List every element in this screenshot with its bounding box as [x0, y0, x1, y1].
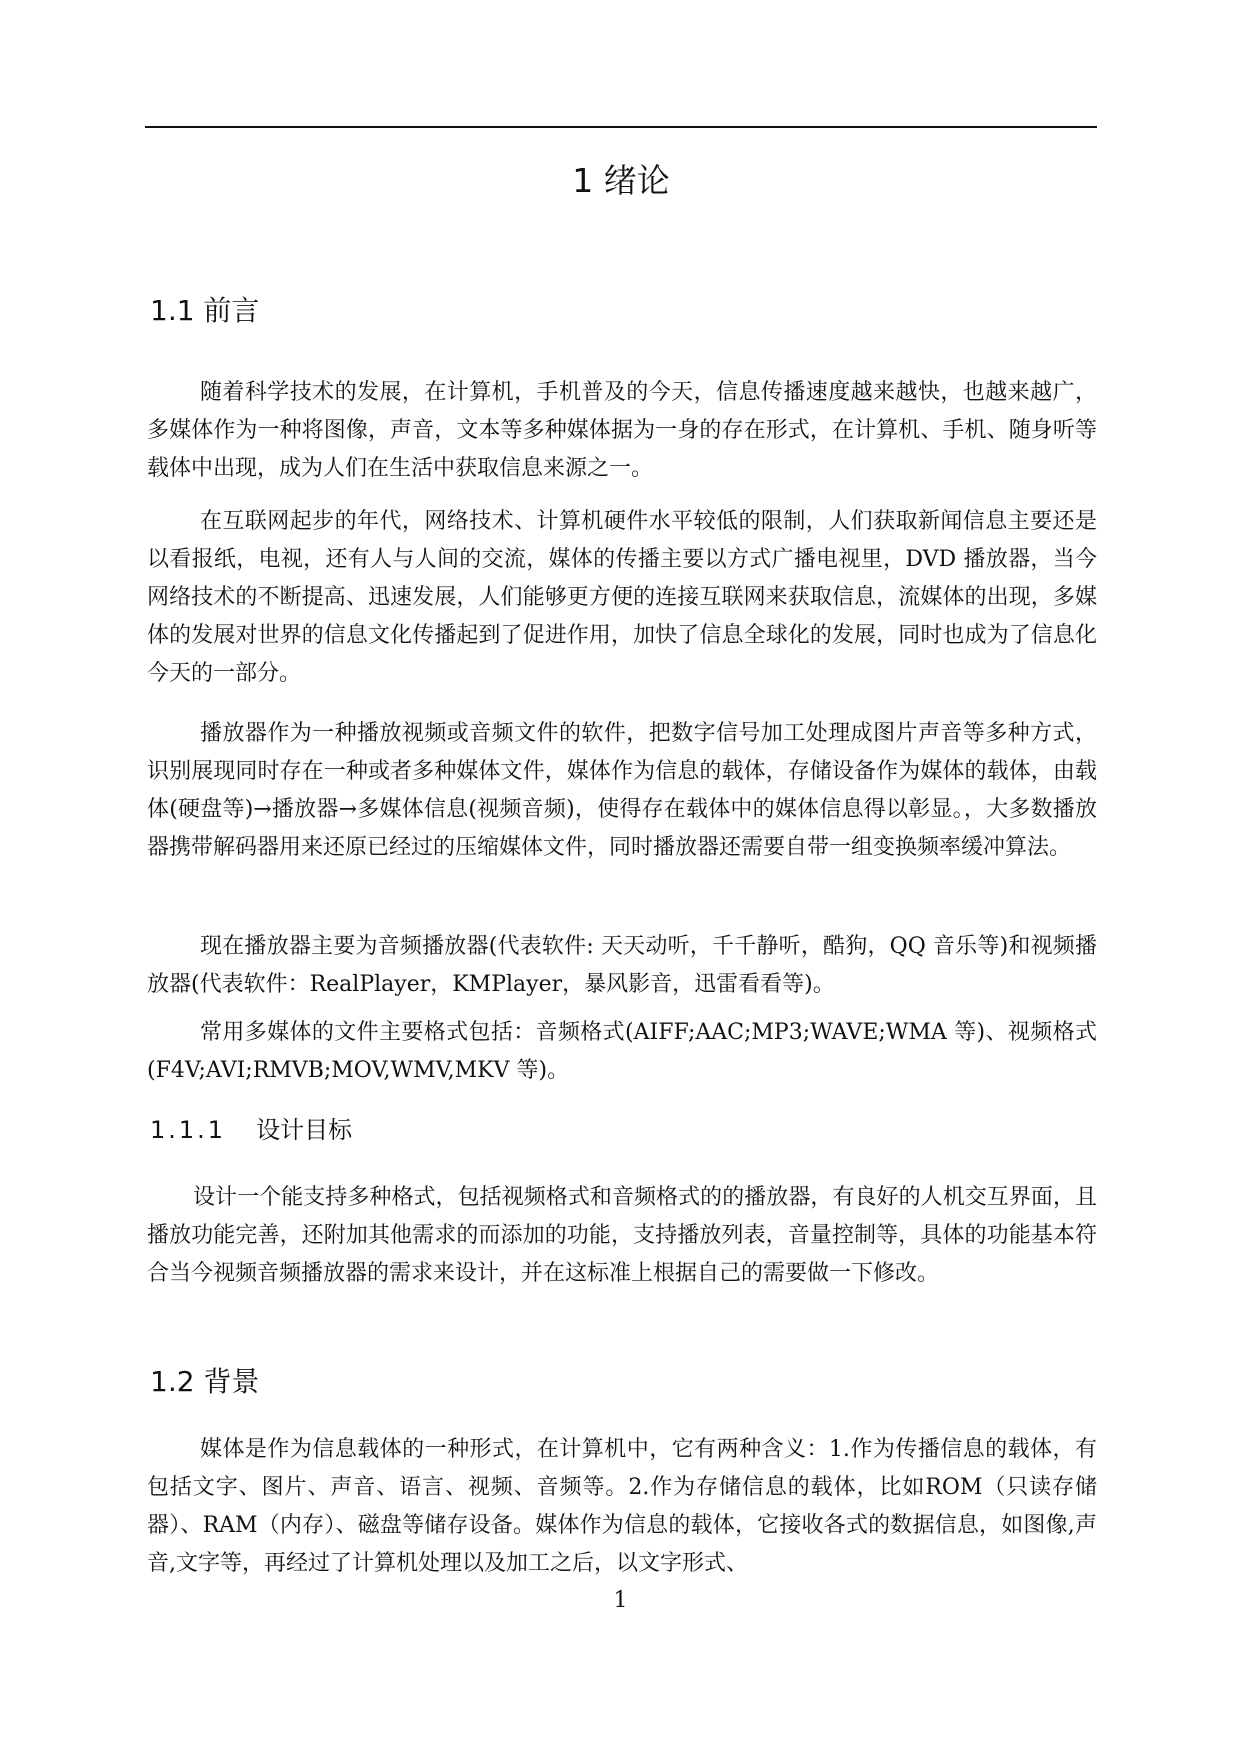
paragraph: 在互联网起步的年代，网络技术、计算机硬件水平较低的限制，人们获取新闻信息主要还是以看报纸，电视，还有人与人间的交流，媒体的传播主要以方式广播电视里，DVD 播放器，当今网络技术的不断提高、迅速发展，人们能够更方便的连接互联网来获取信息，流媒体的出现，多媒体的发展对世界的信息文化传播起到了促进作用，加快了信息全球化的发展，同时也成为了信息化今天的一部分。: [147, 509, 1097, 686]
subsection-number: 1.1.1: [150, 1116, 227, 1144]
section-heading-background: 1.2 背景: [150, 1365, 260, 1398]
chapter-title: 1 绪论: [572, 161, 670, 200]
paragraph: 现在播放器主要为音频播放器(代表软件: 天天动听，千千静听，酷狗，QQ 音乐等)和视频播放器(代表软件：RealPlayer，KMPlayer，暴风影音，迅雷看看等)。: [147, 934, 1097, 997]
subsection-title: 设计目标: [256, 1116, 353, 1144]
paragraph: 设计一个能支持多种格式，包括视频格式和音频格式的的播放器，有良好的人机交互界面，且播放功能完善，还附加其他需求的而添加的功能，支持播放列表，音量控制等，具体的功能基本符合当今视频音频播放器的需求来设计，并在这标准上根据自己的需要做一下修改。: [147, 1185, 1097, 1286]
subsection-heading: [150, 1110, 352, 1150]
paragraph: 常用多媒体的文件主要格式包括：音频格式(AIFF;AAC;MP3;WAVE;WMA 等)、视频格式(F4V;AVI;RMVB;MOV,WMV,MKV 等)。: [147, 1020, 1097, 1083]
paragraph: 媒体是作为信息载体的一种形式，在计算机中，它有两种含义：1.作为传播信息的载体，有包括文字、图片、声音、语言、视频、音频等。2.作为存储信息的载体，比如ROM（只读存储器）、RAM（内存）、磁盘等储存设备。媒体作为信息的载体，它接收各式的数据信息，如图像,声音,文字等，再经过了计算机处理以及加工之后，以文字形式、: [147, 1437, 1097, 1576]
page-number: 1: [613, 1588, 628, 1613]
paragraph: 播放器作为一种播放视频或音频文件的软件，把数字信号加工处理成图片声音等多种方式，识别展现同时存在一种或者多种媒体文件，媒体作为信息的载体，存储设备作为媒体的载体，由载体(硬盘等)→播放器→多媒体信息(视频音频)，使得存在载体中的媒体信息得以彰显。，大多数播放器携带解码器用来还原已经过的压缩媒体文件，同时播放器还需要自带一组变换频率缓冲算法。: [147, 721, 1097, 860]
paragraph: 随着科学技术的发展，在计算机，手机普及的今天，信息传播速度越来越快，也越来越广，多媒体作为一种将图像，声音，文本等多种媒体据为一身的存在形式，在计算机、手机、随身听等载体中出现，成为人们在生活中获取信息来源之一。: [147, 380, 1097, 481]
header-rule: [145, 126, 1097, 128]
section-heading-preface: 1.1 前言: [150, 294, 260, 327]
